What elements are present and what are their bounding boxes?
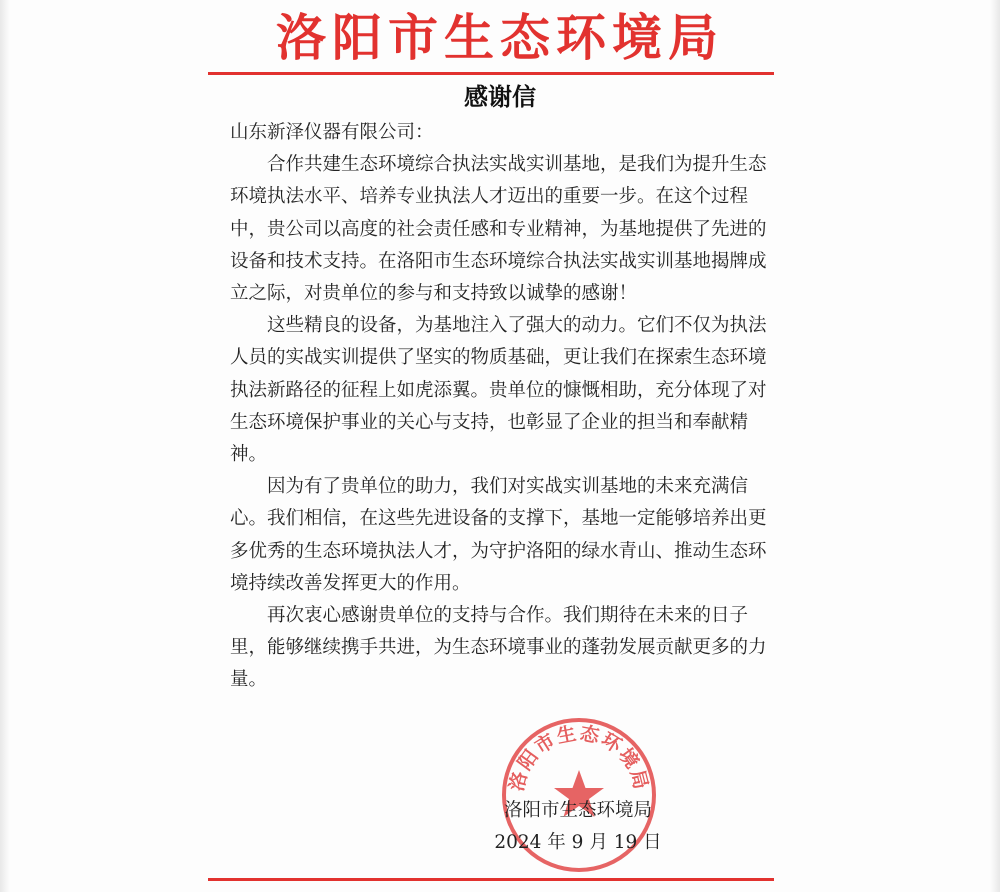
letter-salutation: 山东新泽仪器有限公司： [230,122,434,143]
letter-body [230,117,770,697]
letterhead-org-name: 洛阳市生态环境局 [276,8,724,67]
letter-signature: 洛阳市生态环境局 [503,800,652,821]
letter-paragraph-2: 这些精良的设备，为基地注入了强大的动力。它们不仅为执法人员的实战实训提供了坚实的物质基础，更让我们在探索生态环境执法新路径的征程上如虎添翼。贵单位的慷慨相助，充分体现了对生态环境保护事业的关心与支持，也彰显了企业的担当和奉献精神。 [230,315,767,466]
letterhead-rule-top [208,72,774,75]
seal-text: 洛阳市生态环境局 [506,722,652,794]
letter-date: 2024 年 9 月 19 日 [494,832,662,853]
letter-signoff [488,795,668,859]
page-edge-right [990,0,1000,892]
page-edge-left [0,0,10,892]
letterhead-rule-bottom [208,878,774,881]
letter-paragraph-3: 因为有了贵单位的助力，我们对实战实训基地的未来充满信心。我们相信，在这些先进设备的支撑下，基地一定能够培养出更多优秀的生态环境执法人才，为守护洛阳的绿水青山、推动生态环境持续改善发挥更大的作用。 [230,476,767,594]
letter-paragraph-4: 再次衷心感谢贵单位的支持与合作。我们期待在未来的日子里，能够继续携手共进，为生态环境事业的蓬勃发展贡献更多的力量。 [230,605,767,691]
letter-paragraph-1: 合作共建生态环境综合执法实战实训基地，是我们为提升生态环境执法水平、培养专业执法人才迈出的重要一步。在这个过程中，贵公司以高度的社会责任感和专业精神，为基地提供了先进的设备和技术支持。在洛阳市生态环境综合执法实战实训基地揭牌成立之际，对贵单位的参与和支持致以诚挚的感谢！ [230,154,767,305]
letter-title: 感谢信 [464,83,536,111]
